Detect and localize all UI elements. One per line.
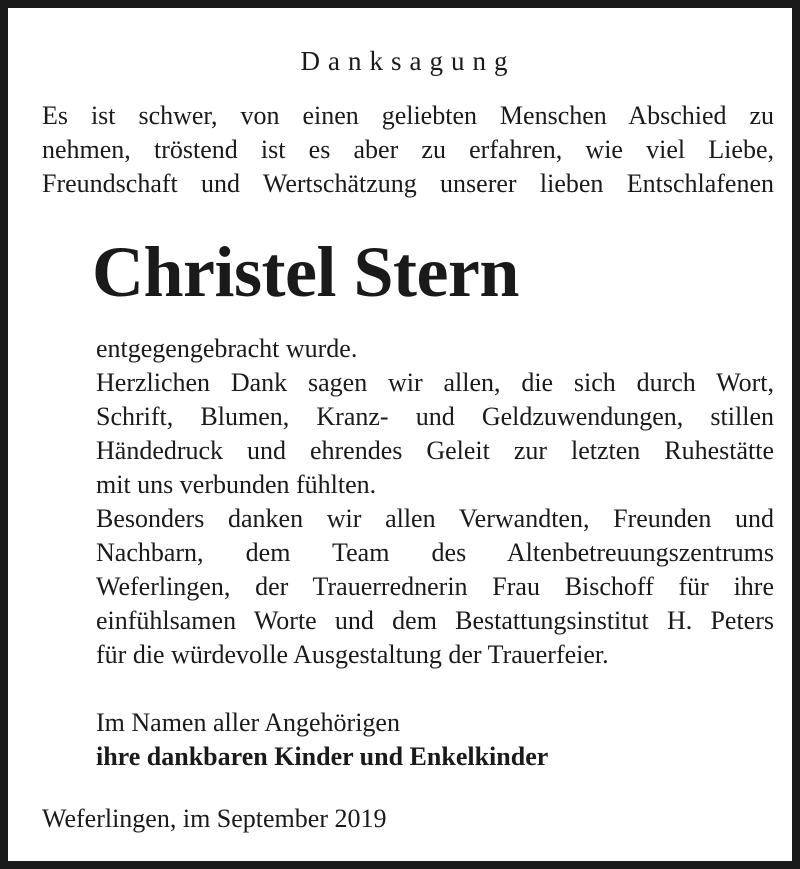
intro-paragraph xyxy=(42,99,774,201)
intro-line-3: Freundschaft und Wertschätzung unserer lieben Entschlafenen xyxy=(42,169,774,198)
body-line-9: einfühlsamen Worte und dem Bestattungsinstitut H. Peters xyxy=(96,606,774,635)
intro-line-2: nehmen, tröstend ist es aber zu erfahren, wie viel Liebe, xyxy=(42,135,774,164)
body-line-5: mit uns verbunden fühlten. xyxy=(96,470,377,499)
closing-signer: ihre dankbaren Kinder und Enkelkinder xyxy=(96,742,549,771)
closing-preamble: Im Namen aller Angehörigen xyxy=(96,708,400,737)
body-line-4: Händedruck und ehrendes Geleit zur letzten Ruhestätte xyxy=(96,436,774,465)
body-line-3: Schrift, Blumen, Kranz- und Geldzuwendungen, stillen xyxy=(96,402,774,431)
body-paragraph xyxy=(96,332,774,672)
body-line-1: entgegengebracht wurde. xyxy=(96,334,358,363)
body-line-2: Herzlichen Dank sagen wir allen, die sich durch Wort, xyxy=(96,368,774,397)
body-line-8: Weferlingen, der Trauerrednerin Frau Bischoff für ihre xyxy=(96,572,774,601)
intro-line-1: Es ist schwer, von einen geliebten Menschen Abschied zu xyxy=(42,101,774,130)
body-line-7: Nachbarn, dem Team des Altenbetreuungszentrums xyxy=(96,538,774,567)
place-date: Weferlingen, im September 2019 xyxy=(42,804,387,833)
notice-title: Danksagung xyxy=(300,46,516,76)
body-line-10: für die würdevolle Ausgestaltung der Trauerfeier. xyxy=(96,640,609,669)
closing-block xyxy=(96,706,548,774)
body-line-6: Besonders danken wir allen Verwandten, Freunden und xyxy=(96,504,774,533)
deceased-name: Christel Stern xyxy=(92,232,519,312)
